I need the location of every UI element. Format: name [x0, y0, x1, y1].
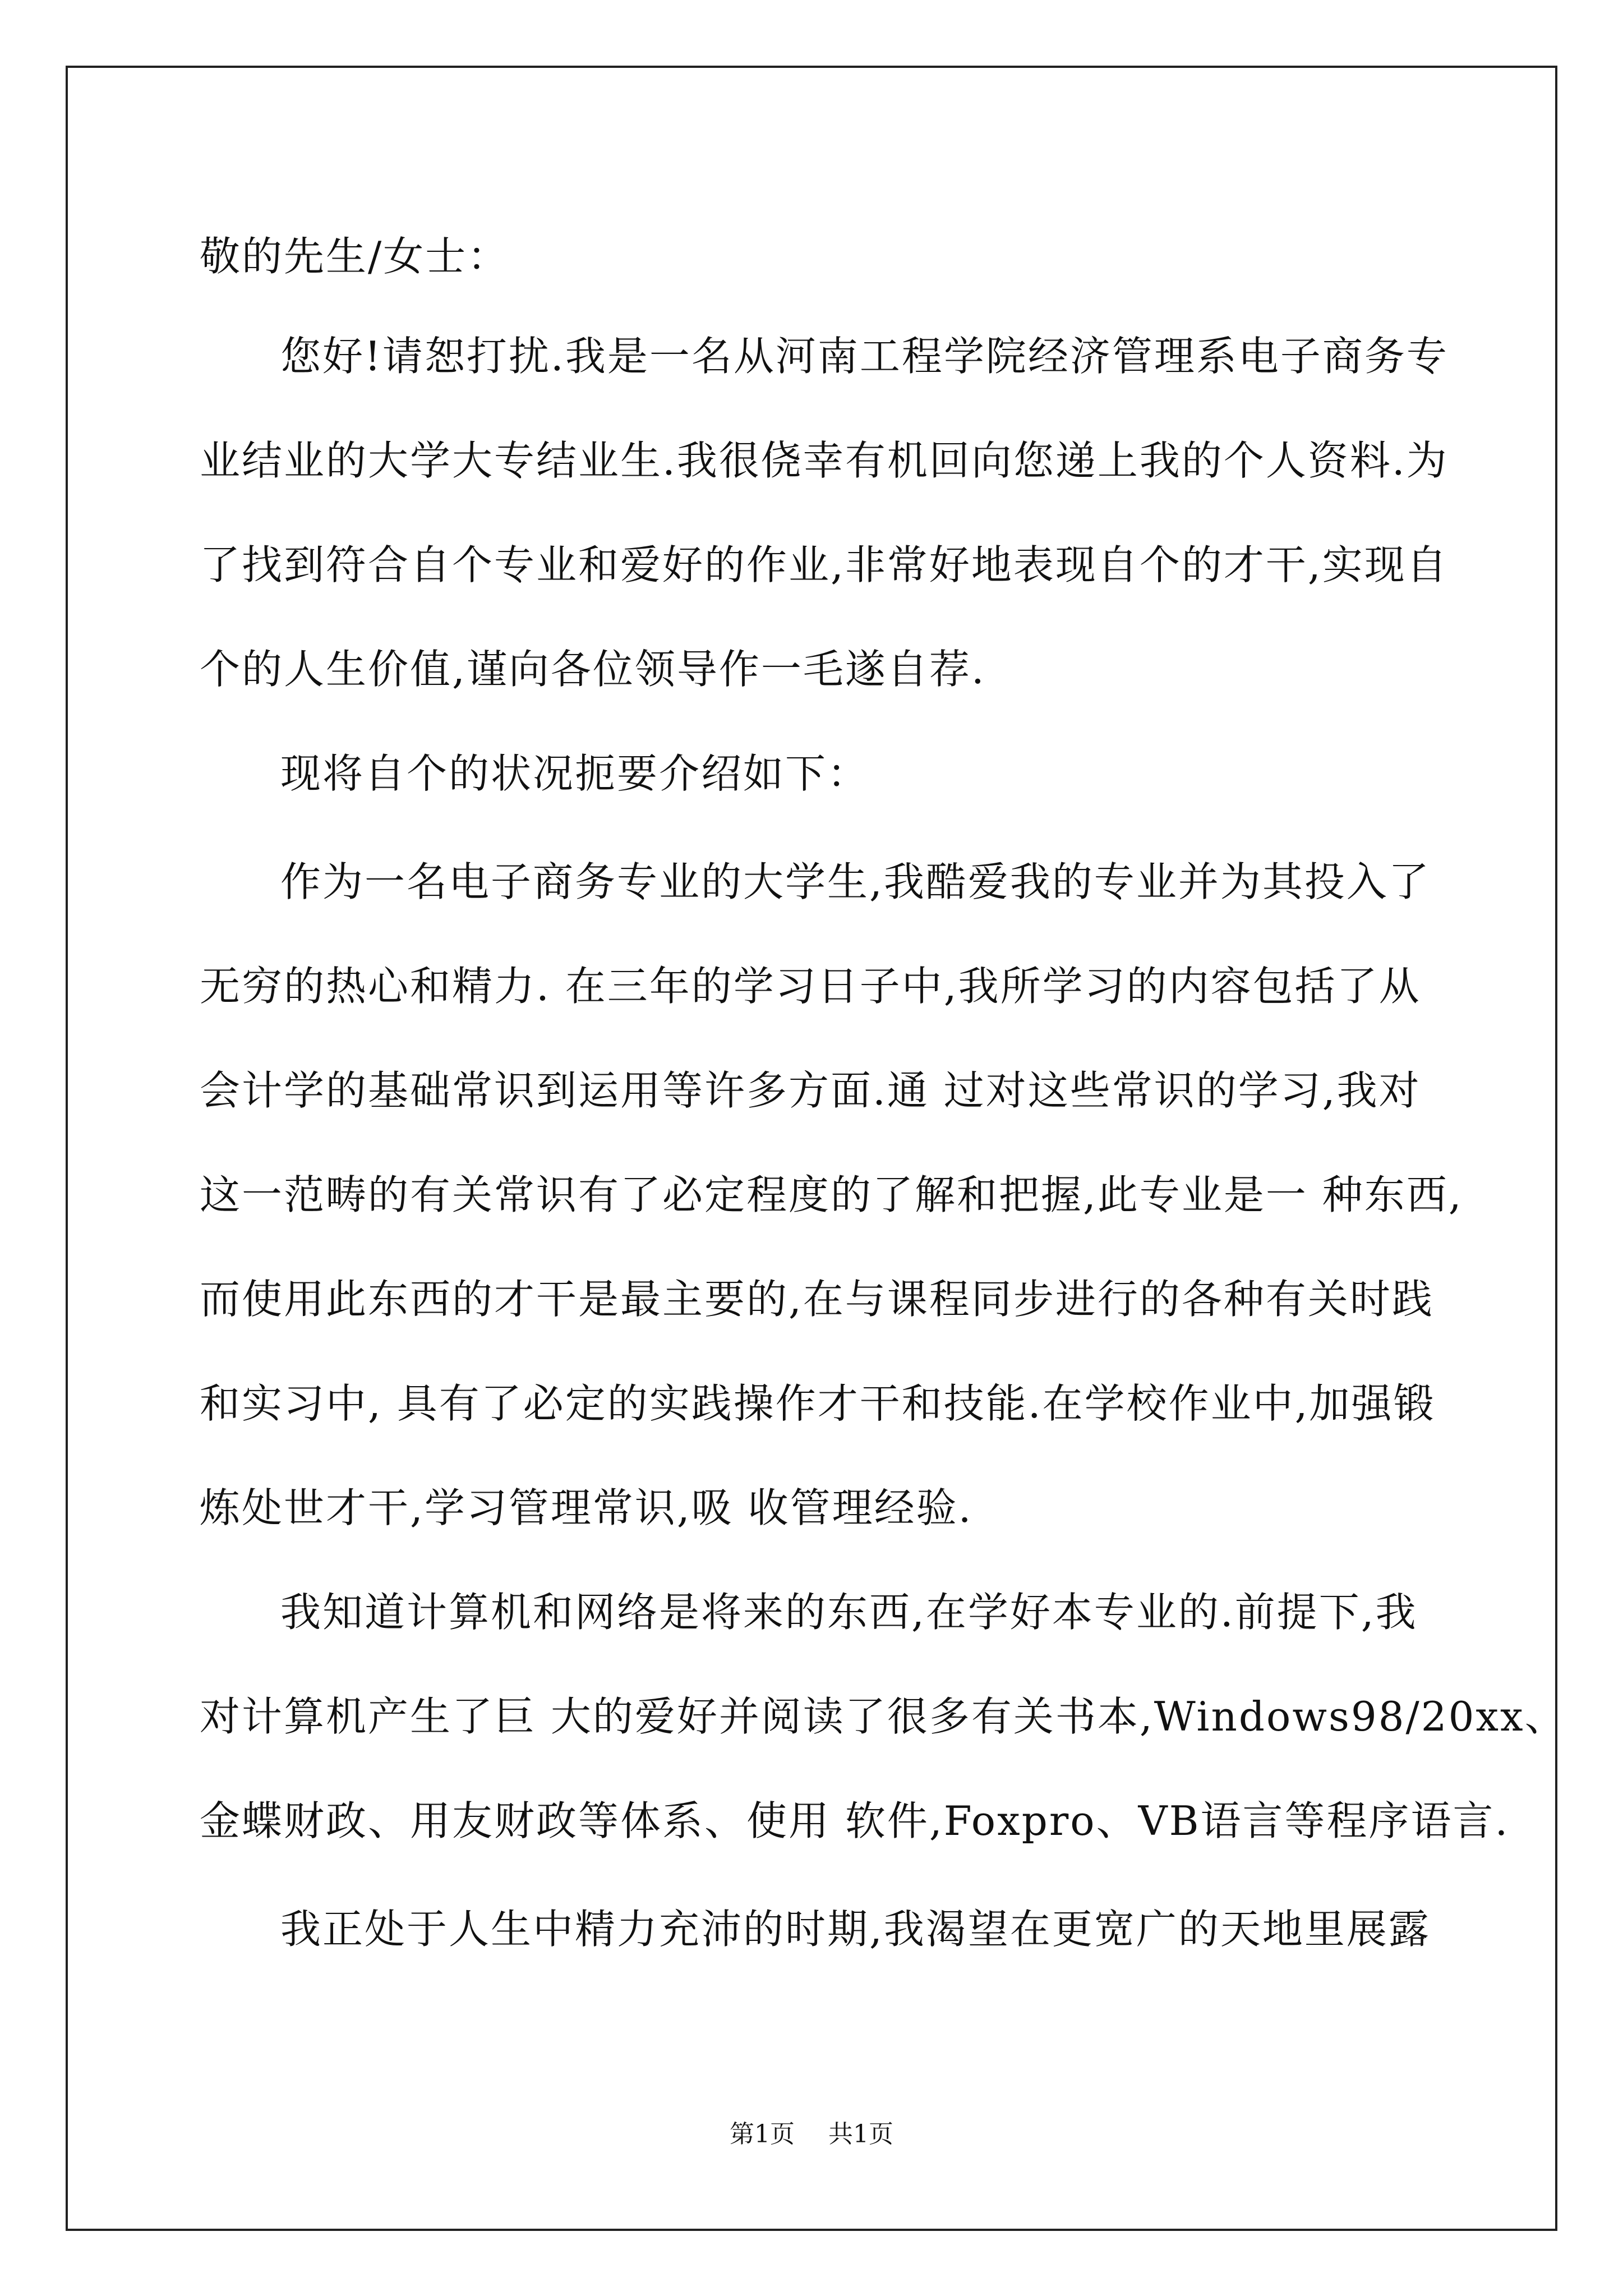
paragraph-line: 业结业的大学大专结业生.我很侥幸有机回向您递上我的个人资料.为 — [200, 437, 1449, 484]
paragraph-line: 我正处于人生中精力充沛的时期,我渴望在更宽广的天地里展露 — [280, 1906, 1431, 1953]
paragraph-line: 会计学的基础常识到运用等许多方面.通 过对这些常识的学习,我对 — [200, 1067, 1421, 1114]
paragraph-line: 和实习中, 具有了必定的实践操作才干和技能.在学校作业中,加强锻 — [200, 1380, 1436, 1427]
page-number-total: 共1页 — [828, 2120, 893, 2148]
paragraph-line: 个的人生价值,谨向各位领导作一毛遂自荐. — [200, 646, 986, 693]
page-number-current: 第1页 — [730, 2120, 795, 2148]
paragraph-line: 您好!请恕打扰.我是一名从河南工程学院经济管理系电子商务专 — [280, 333, 1449, 380]
paragraph-line: 而使用此东西的才干是最主要的,在与课程同步进行的各种有关时践 — [200, 1276, 1434, 1323]
paragraph-line: 无穷的热心和精力. 在三年的学习日子中,我所学习的内容包括了从 — [200, 963, 1421, 1010]
page-footer — [0, 2118, 1623, 2151]
salutation-line: 敬的先生/女士： — [200, 233, 510, 280]
paragraph-line: 炼处世才干,学习管理常识,吸 收管理经验. — [200, 1484, 973, 1531]
paragraph-line: 对计算机产生了巨 大的爱好并阅读了很多有关书本,Windows98/20xx、 — [200, 1693, 1567, 1740]
paragraph-line: 金蝶财政、用友财政等体系、使用 软件,Foxpro、VB语言等程序语言. — [200, 1797, 1510, 1844]
paragraph-line: 我知道计算机和网络是将来的东西,在学好本专业的.前提下,我 — [280, 1589, 1418, 1636]
paragraph-line: 这一范畴的有关常识有了必定程度的了解和把握,此专业是一 种东西, — [200, 1171, 1463, 1218]
paragraph-line: 现将自个的状况扼要介绍如下： — [280, 750, 870, 797]
paragraph-line: 了找到符合自个专业和爱好的作业,非常好地表现自个的才干,实现自 — [200, 541, 1449, 588]
paragraph-line: 作为一名电子商务专业的大学生,我酷爱我的专业并为其投入了 — [280, 858, 1431, 905]
